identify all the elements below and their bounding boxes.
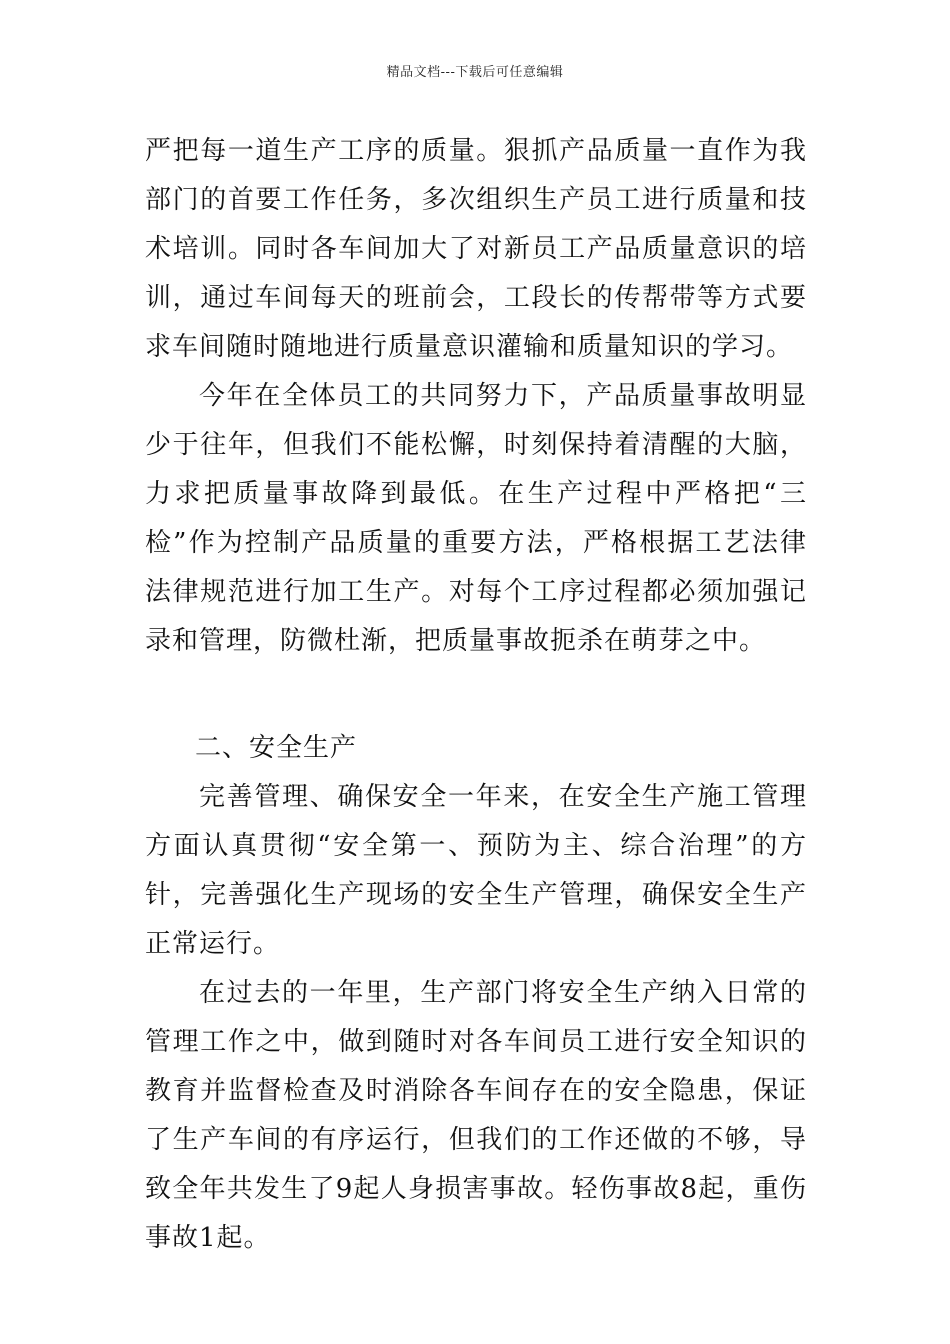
section-heading: 二、安全生产 — [195, 733, 358, 763]
body-paragraph-3: 完善管理、确保安全一年来，在安全生产施工管理方面认真贯彻“安全第一、预防为主、综合治理”的方针，完善强化生产现场的安全生产管理，确保安全生产正常运行。 — [145, 782, 807, 959]
page-header: 精品文档---下载后可任意编辑 — [386, 65, 564, 80]
body-paragraph-2: 今年在全体员工的共同努力下，产品质量事故明显少于往年，但我们不能松懈，时刻保持着清醒的大脑，力求把质量事故降到最低。在生产过程中严格把“三检”作为控制产品质量的重要方法，严格根据工艺法律法律规范进行加工生产。对每个工序过程都必须加强记录和管理，防微杜渐，把质量事故扼杀在萌芽之中。 — [145, 381, 807, 656]
body-paragraph-4: 在过去的一年里，生产部门将安全生产纳入日常的管理工作之中，做到随时对各车间员工进行安全知识的教育并监督检查及时消除各车间存在的安全隐患，保证了生产车间的有序运行，但我们的工作还做的不够，导致全年共发生了9起人身损害事故。轻伤事故8起，重伤事故1起。 — [145, 978, 807, 1253]
body-paragraph-1: 严把每一道生产工序的质量。狠抓产品质量一直作为我部门的首要工作任务，多次组织生产员工进行质量和技术培训。同时各车间加大了对新员工产品质量意识的培训，通过车间每天的班前会，工段长的传帮带等方式要求车间随时随地进行质量意识灌输和质量知识的学习。 — [145, 136, 807, 362]
